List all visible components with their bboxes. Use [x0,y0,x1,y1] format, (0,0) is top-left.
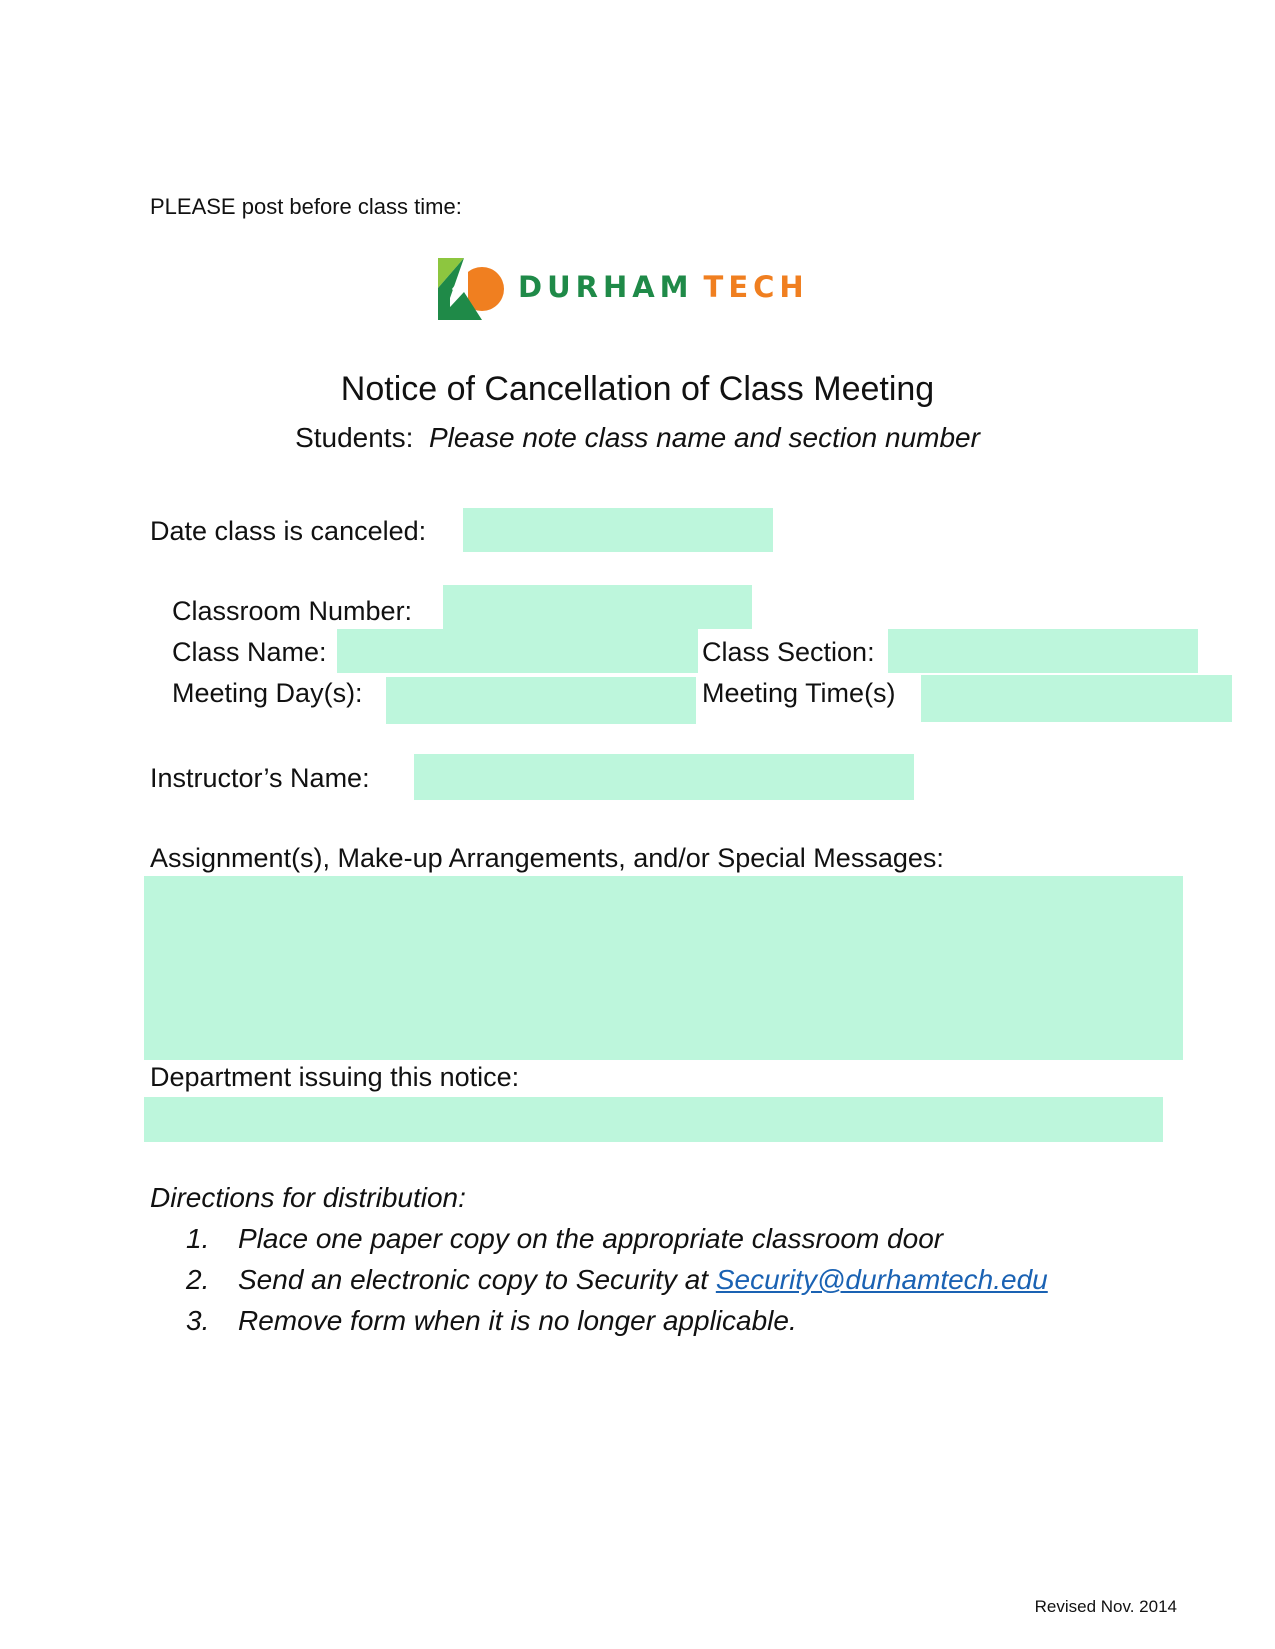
meeting-time-field[interactable] [921,675,1232,722]
logo-word-tech: TECH [703,270,809,304]
list-item: Place one paper copy on the appropriate classroom door [238,1223,944,1254]
classroom-label: Classroom Number: [172,596,413,626]
revision-note: Revised Nov. 2014 [1034,1597,1177,1616]
logo-mark-icon [438,258,508,320]
class-section-field[interactable] [888,629,1198,673]
classroom-field[interactable] [443,585,752,629]
subtitle-note: Please note class name and section number [428,422,980,453]
list-item [238,1264,1048,1296]
instructor-field[interactable] [414,754,914,800]
meeting-time-label: Meeting Time(s) [702,678,896,708]
class-section-label: Class Section: [702,637,875,667]
date-field[interactable] [463,508,773,552]
security-email-link[interactable]: Security@durhamtech.edu [715,1264,1048,1295]
logo-wordmark [518,270,809,304]
page-subtitle [0,422,1275,454]
department-field[interactable] [144,1097,1163,1142]
date-label: Date class is canceled: [150,516,427,546]
assignments-label: Assignment(s), Make-up Arrangements, and/or Special Messages: [150,843,944,873]
durham-tech-logo [438,258,808,320]
assignments-field[interactable] [144,876,1183,1060]
list-number: 2. [186,1264,210,1295]
class-name-field[interactable] [337,629,698,673]
class-name-label: Class Name: [172,637,327,667]
list-number: 1. [186,1223,210,1254]
logo-word-durham: DURHAM [518,270,694,304]
department-label: Department issuing this notice: [150,1062,520,1092]
page-title: Notice of Cancellation of Class Meeting [340,370,935,408]
post-instruction: PLEASE post before class time: [150,194,462,219]
list-item-text: Send an electronic copy to Security at [238,1264,716,1295]
list-number: 3. [186,1305,210,1336]
meeting-days-label: Meeting Day(s): [172,678,363,708]
subtitle-prefix: Students: [295,422,414,453]
directions-heading: Directions for distribution: [150,1182,466,1213]
list-item: Remove form when it is no longer applicable. [238,1305,797,1336]
meeting-days-field[interactable] [386,677,696,724]
instructor-label: Instructor’s Name: [150,763,370,793]
